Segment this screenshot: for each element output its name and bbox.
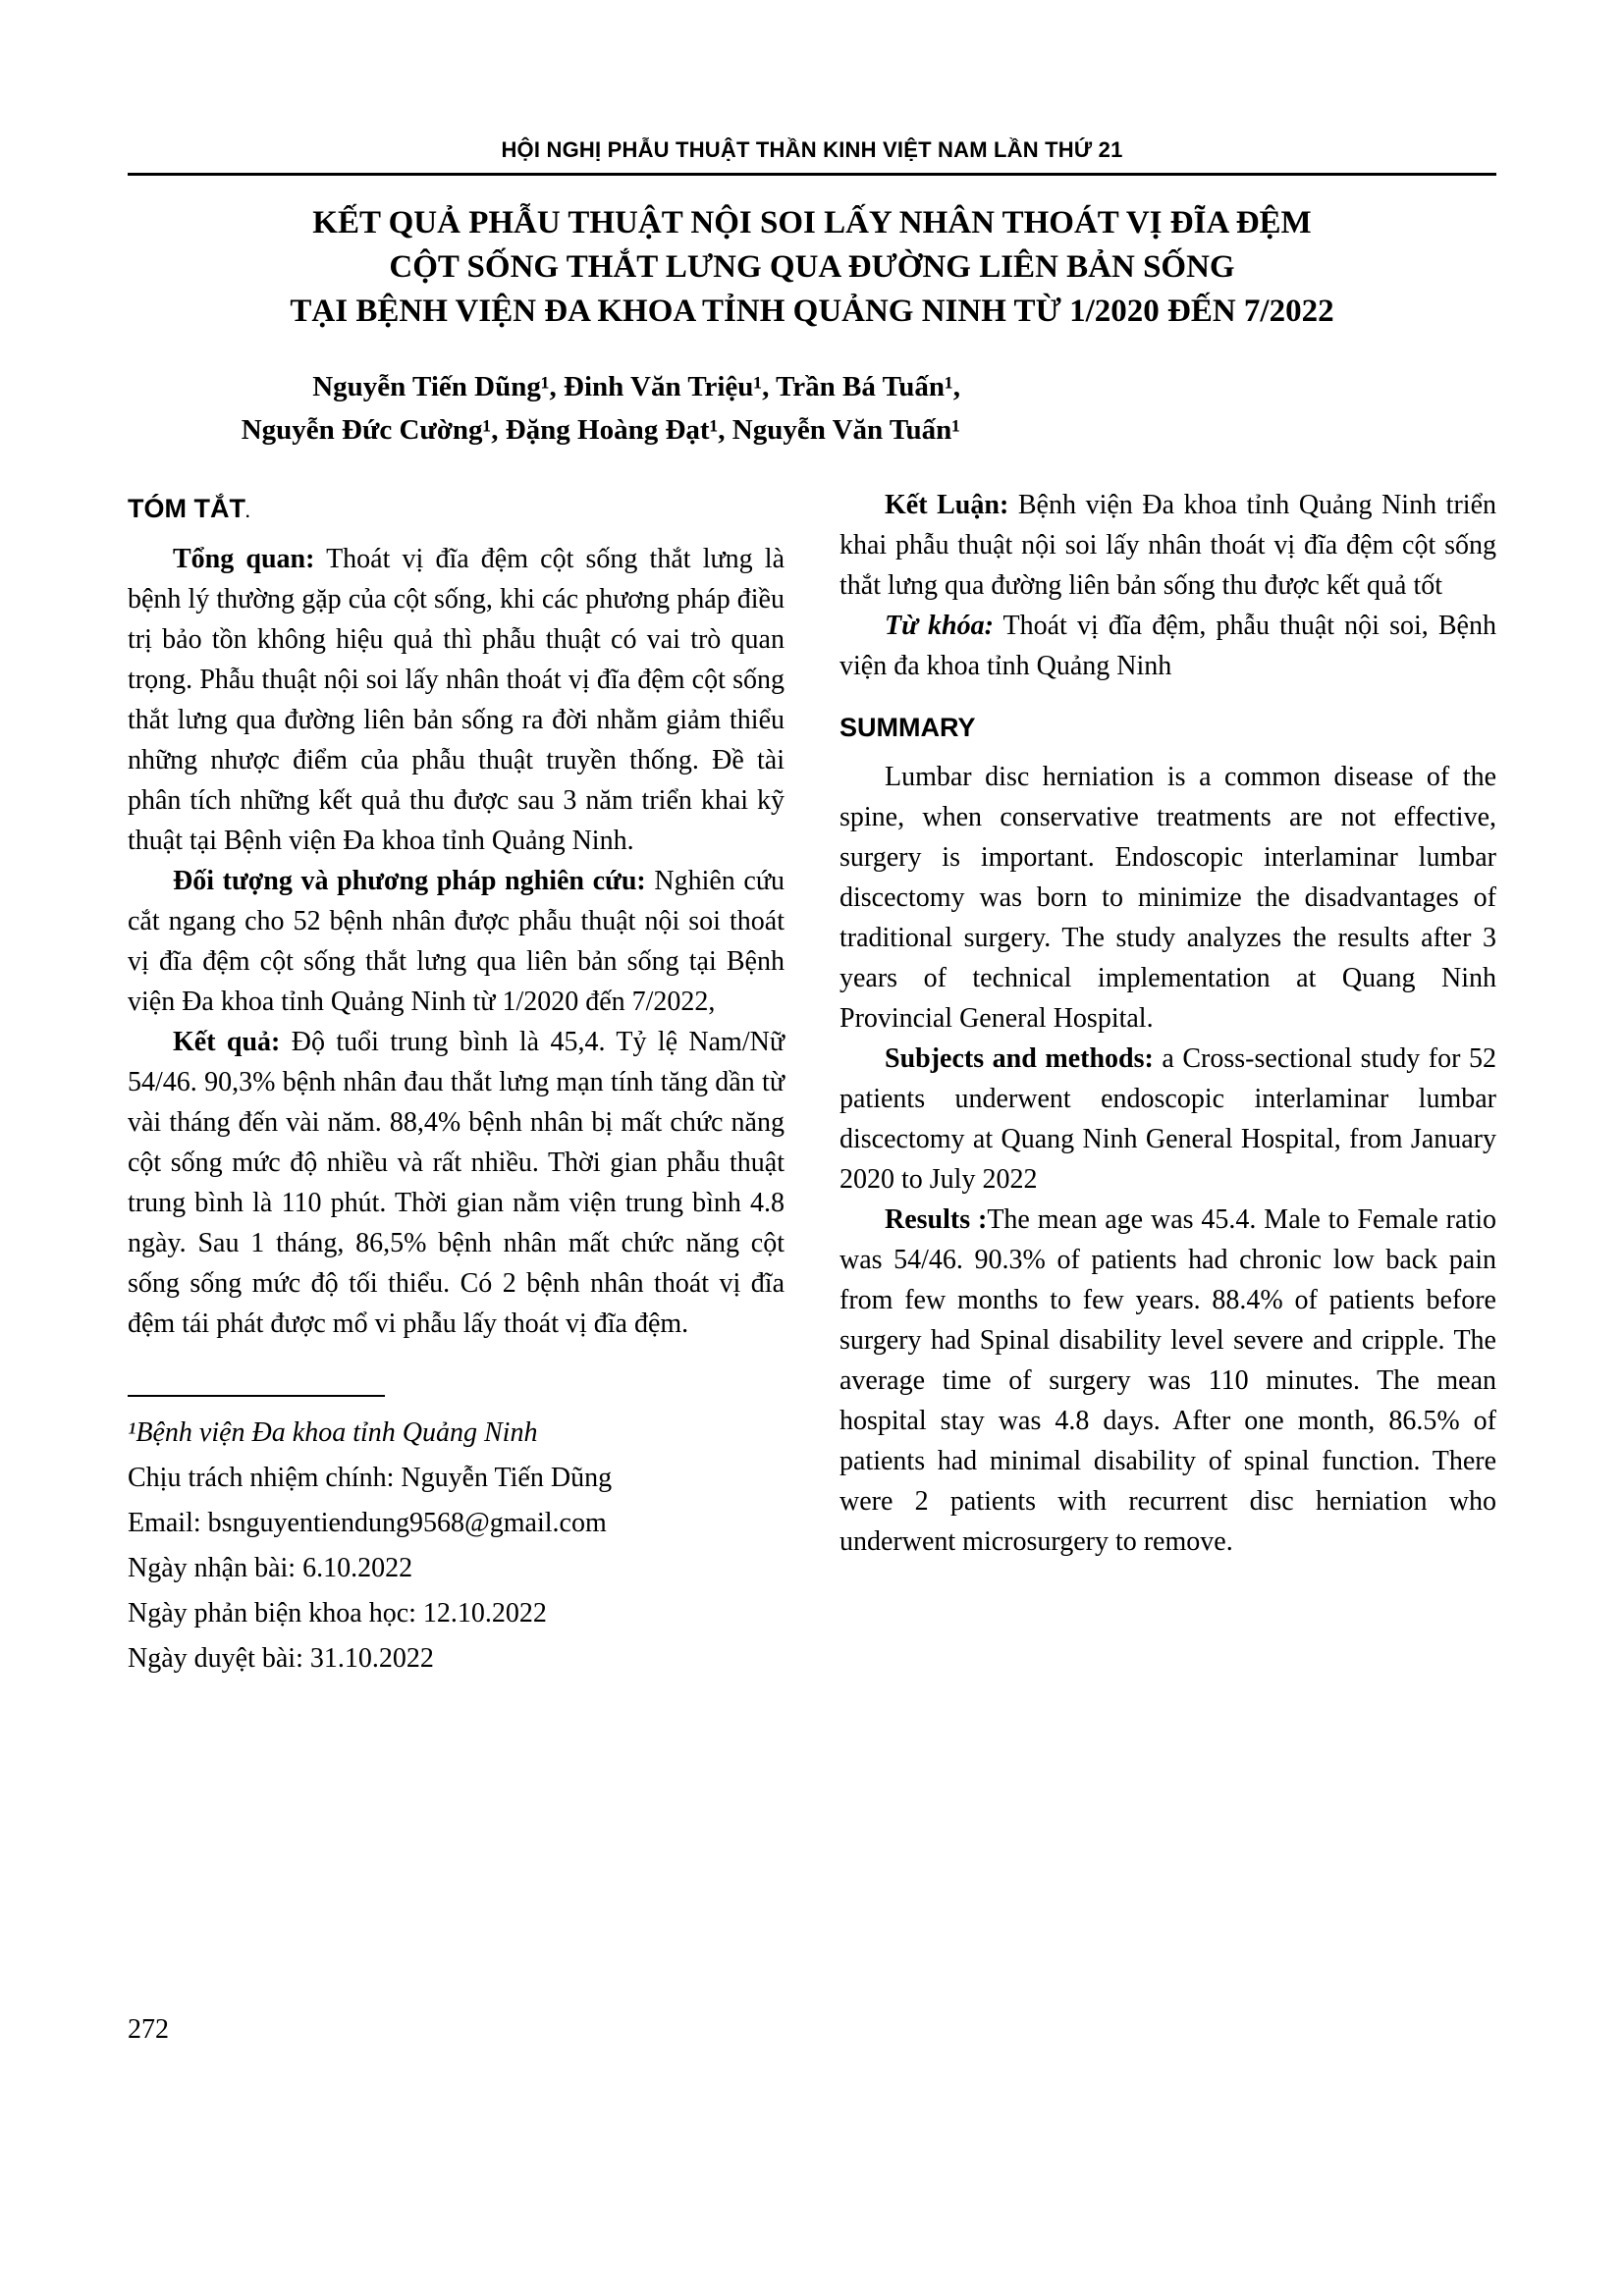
abstract-heading-dot: .	[244, 505, 250, 521]
paragraph-text: Lumbar disc herniation is a common disease of the spine, when conservative treatments are not effective, surgery is important. Endoscopic interlaminar lumbar discectomy was born to minimize the disadvantages of traditional surgery. The study analyzes the results after 3 years of technical implementation at Quang Ninh Provincial General Hospital.	[839, 762, 1496, 1034]
page-number: 272	[128, 2014, 169, 2045]
paragraph-lead: Subjects and methods:	[885, 1043, 1154, 1074]
paragraph-results-en	[839, 1200, 1496, 1562]
conference-header: HỘI NGHỊ PHẪU THUẬT THẦN KINH VIỆT NAM LẦN THỨ 21	[501, 137, 1123, 162]
footnote-rule	[128, 1395, 385, 1397]
paragraph-text: Nghiên cứu cắt ngang cho 52 bệnh nhân được phẫu thuật nội soi thoát vị đĩa đệm cột sống thắt lưng qua liên bản sống tại Bệnh viện Đa khoa tỉnh Quảng Ninh từ 1/2020 đến 7/2022,	[128, 866, 785, 1017]
paragraph-lead: Đối tượng và phương pháp nghiên cứu:	[173, 866, 646, 896]
title-line-3: TẠI BỆNH VIỆN ĐA KHOA TỈNH QUẢNG NINH TỪ 1/2020 ĐẾN 7/2022	[290, 294, 1334, 329]
paragraph-text: Độ tuổi trung bình là 45,4. Tỷ lệ Nam/Nữ 54/46. 90,3% bệnh nhân đau thắt lưng mạn tính tăng dần từ vài tháng đến vài năm. 88,4% bệnh nhân bị mất chức năng cột sống mức độ nhiều và rất nhiều. Thời gian phẫu thuật trung bình là 110 phút. Thời gian nằm viện trung bình 4.8 ngày. Sau 1 tháng, 86,5% bệnh nhân mất chức năng cột sống sống mức độ tối thiểu. Có 2 bệnh nhân thoát vị đĩa đệm tái phát được mổ vi phẫu lấy thoát vị đĩa đệm.	[128, 1027, 785, 1339]
review-date: Ngày phản biện khoa học: 12.10.2022	[128, 1598, 547, 1629]
paragraph-lead: Kết quả:	[173, 1027, 281, 1057]
paragraph-text: a Cross-sectional study for 52 patients underwent endoscopic interlaminar lumbar discectomy at Quang Ninh General Hospital, from January 2020 to July 2022	[839, 1043, 1497, 1195]
received-date: Ngày nhận bài: 6.10.2022	[128, 1553, 413, 1583]
paragraph-text: Thoát vị đĩa đệm cột sống thắt lưng là bệnh lý thường gặp của cột sống, khi các phương pháp điều trị bảo tồn không hiệu quả thì phẫu thuật có vai trò quan trọng. Phẫu thuật nội soi lấy nhân thoát vị đĩa đệm cột sống thắt lưng qua đường liên bản sống ra đời nhằm giảm thiểu những nhược điểm của phẫu thuật truyền thống. Đề tài phân tích những kết quả thu được sau 3 năm triển khai kỹ thuật tại Bệnh viện Đa khoa tỉnh Quảng Ninh.	[128, 544, 785, 856]
paragraph-text: Thoát vị đĩa đệm, phẫu thuật nội soi, Bệnh viện đa khoa tỉnh Quảng Ninh	[839, 611, 1496, 681]
paragraph-overview	[128, 539, 785, 861]
authors-line-2: Nguyễn Đức Cường¹, Đặng Hoàng Đạt¹, Nguyễn Văn Tuấn¹	[241, 414, 960, 446]
abstract-heading-text: TÓM TẮT	[128, 494, 245, 523]
corresponding-author: Chịu trách nhiệm chính: Nguyễn Tiến Dũng	[128, 1463, 613, 1493]
right-column	[839, 485, 1496, 1562]
authors	[128, 365, 960, 452]
two-column-body	[128, 485, 1496, 1682]
paragraph-conclusion-vn	[839, 485, 1496, 606]
affiliation: ¹Bệnh viện Đa khoa tỉnh Quảng Ninh	[128, 1417, 538, 1448]
paragraph-lead: Tổng quan:	[173, 544, 315, 574]
paragraph-summary-intro	[839, 757, 1496, 1039]
paragraph-lead: Results :	[885, 1204, 988, 1235]
abstract-heading	[128, 489, 785, 533]
footnote-block	[128, 1395, 785, 1682]
paragraph-subjects-methods	[839, 1039, 1496, 1200]
header-rule	[128, 173, 1496, 176]
paragraph-text: The mean age was 45.4. Male to Female ratio was 54/46. 90.3% of patients had chronic low back pain from few months to few years. 88.4% of patients before surgery had Spinal disability level severe and cripple. The average time of surgery was 110 minutes. The mean hospital stay was 4.8 days. After one month, 86.5% of patients had minimal disability of spinal function. There were 2 patients with recurrent disc herniation who underwent microsurgery to remove.	[839, 1204, 1496, 1557]
left-column	[128, 485, 785, 1682]
summary-heading: SUMMARY	[839, 713, 976, 742]
paragraph-lead: Kết Luận:	[885, 490, 1009, 520]
paragraph-results-vn	[128, 1022, 785, 1344]
paragraph-lead: Từ khóa:	[885, 611, 994, 641]
contact-email: Email: bsnguyentiendung9568@gmail.com	[128, 1508, 607, 1538]
authors-line-1: Nguyễn Tiến Dũng¹, Đinh Văn Triệu¹, Trần Bá Tuấn¹,	[312, 371, 960, 402]
paragraph-methods-vn	[128, 861, 785, 1022]
title-line-2: CỘT SỐNG THẮT LƯNG QUA ĐƯỜNG LIÊN BẢN SỐNG	[389, 249, 1235, 285]
title-line-1: KẾT QUẢ PHẪU THUẬT NỘI SOI LẤY NHÂN THOÁT VỊ ĐĨA ĐỆM	[312, 205, 1312, 240]
accepted-date: Ngày duyệt bài: 31.10.2022	[128, 1643, 434, 1674]
paper-title	[128, 201, 1496, 334]
paragraph-text: Bệnh viện Đa khoa tỉnh Quảng Ninh triển khai phẫu thuật nội soi lấy nhân thoát vị đĩa đệm cột sống thắt lưng qua đường liên bản sống thu được kết quả tốt	[839, 490, 1496, 601]
paragraph-keywords-vn	[839, 606, 1496, 686]
